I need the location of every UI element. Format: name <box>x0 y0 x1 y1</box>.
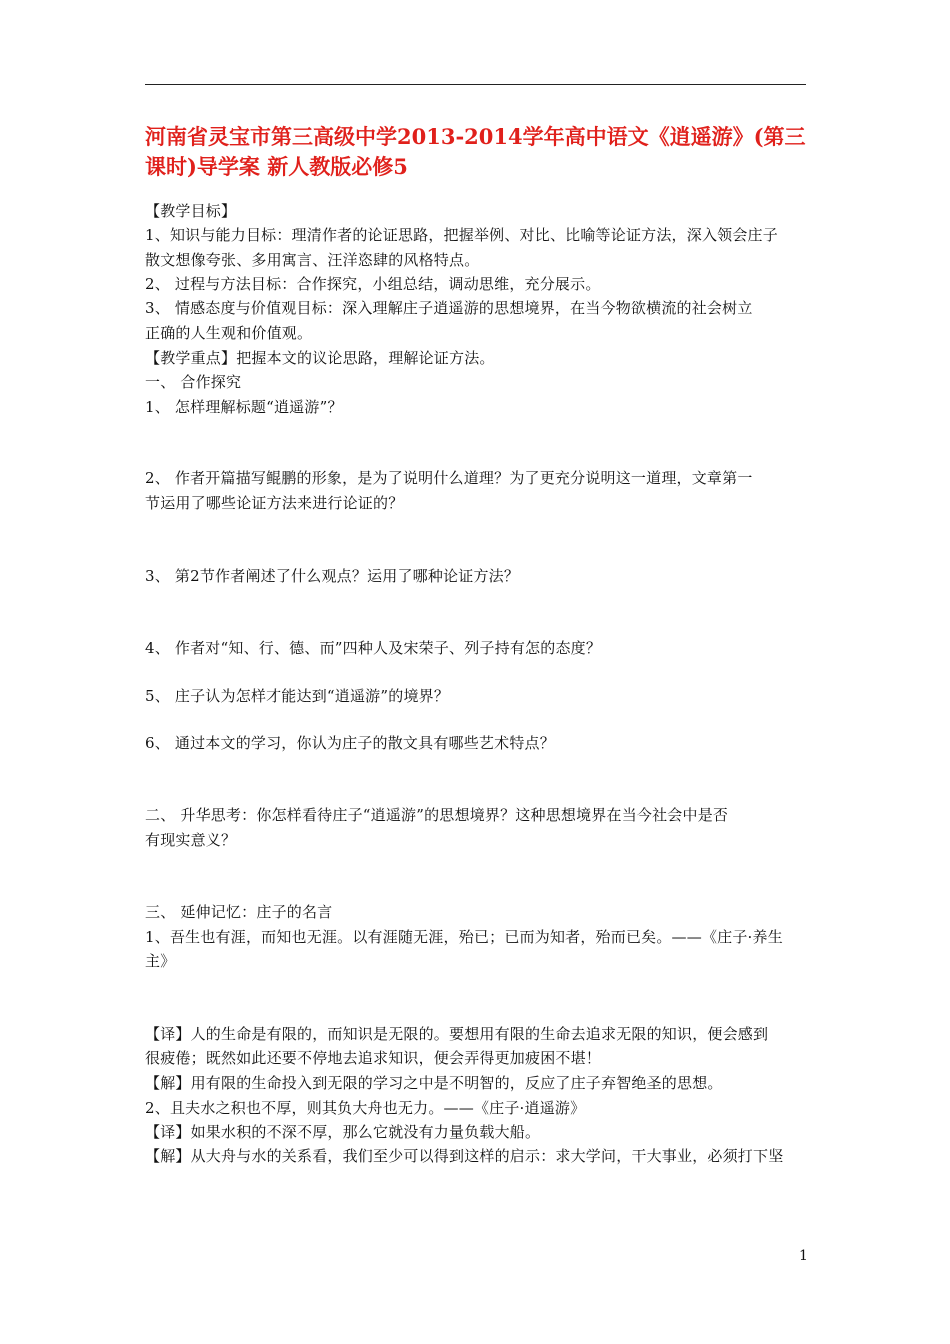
page-number: 1 <box>799 1248 808 1264</box>
header-rule <box>145 84 806 85</box>
question-1: 1、 怎样理解标题“逍遥游”？ <box>145 398 343 416</box>
section-heading-key-points: 【教学重点】把握本文的议论思路，理解论证方法。 <box>145 349 495 367</box>
body-line: 正确的人生观和价值观。 <box>145 324 313 342</box>
quote-2: 2、且夫水之积也不厚，则其负大舟也无力。——《庄子·逍遥游》 <box>145 1099 586 1117</box>
section-heading-objectives: 【教学目标】 <box>145 202 237 220</box>
question-5: 5、 庄子认为怎样才能达到“逍遥游”的境界？ <box>145 687 450 705</box>
translation-1: 【译】人的生命是有限的，而知识是无限的。要想用有限的生命去追求无限的知识，便会感到 <box>145 1025 769 1043</box>
body-line: 1、知识与能力目标：理清作者的论证思路，把握举例、对比、比喻等论证方法，深入领会庄子 <box>145 226 778 244</box>
translation-1-cont: 很疲倦；既然如此还要不停地去追求知识，便会弄得更加疲困不堪！ <box>145 1049 602 1067</box>
quote-1: 1、吾生也有涯，而知也无涯。以有涯随无涯，殆已；已而为知者，殆而已矣。——《庄子·养生 <box>145 928 783 946</box>
section-heading-2: 二、 升华思考：你怎样看待庄子“逍遥游”的思想境界？这种思想境界在当今社会中是否 <box>145 806 729 824</box>
title-line-2: 课时)导学案 新人教版必修5 <box>145 154 408 179</box>
document-title <box>145 122 807 182</box>
quote-1-cont: 主》 <box>145 952 176 970</box>
explanation-1: 【解】用有限的生命投入到无限的学习之中是不明智的，反应了庄子弃智绝圣的思想。 <box>145 1074 723 1092</box>
question-2-cont: 节运用了哪些论证方法来进行论证的？ <box>145 494 404 512</box>
question-2: 2、 作者开篇描写鲲鹏的形象，是为了说明什么道理？为了更充分说明这一道理，文章第一 <box>145 469 753 487</box>
section-2-cont: 有现实意义？ <box>145 831 237 849</box>
question-4: 4、 作者对“知、行、德、而”四种人及宋荣子、列子持有怎的态度？ <box>145 639 602 657</box>
question-3: 3、 第2节作者阐述了什么观点？运用了哪种论证方法？ <box>145 567 520 585</box>
body-line: 散文想像夸张、多用寓言、汪洋恣肆的风格特点。 <box>145 251 480 269</box>
translation-2: 【译】如果水积的不深不厚，那么它就没有力量负载大船。 <box>145 1123 541 1141</box>
explanation-2: 【解】从大舟与水的关系看，我们至少可以得到这样的启示：求大学问，干大事业，必须打下坚 <box>145 1147 784 1165</box>
body-line: 2、 过程与方法目标：合作探究，小组总结，调动思维，充分展示。 <box>145 275 601 293</box>
section-heading-1: 一、 合作探究 <box>145 373 242 391</box>
section-heading-3: 三、 延伸记忆：庄子的名言 <box>145 903 333 921</box>
body-line: 3、 情感态度与价值观目标：深入理解庄子逍遥游的思想境界，在当今物欲横流的社会树立 <box>145 299 753 317</box>
title-line-1: 河南省灵宝市第三高级中学2013-2014学年高中语文《逍遥游》(第三 <box>145 124 806 149</box>
question-6: 6、 通过本文的学习，你认为庄子的散文具有哪些艺术特点？ <box>145 734 555 752</box>
